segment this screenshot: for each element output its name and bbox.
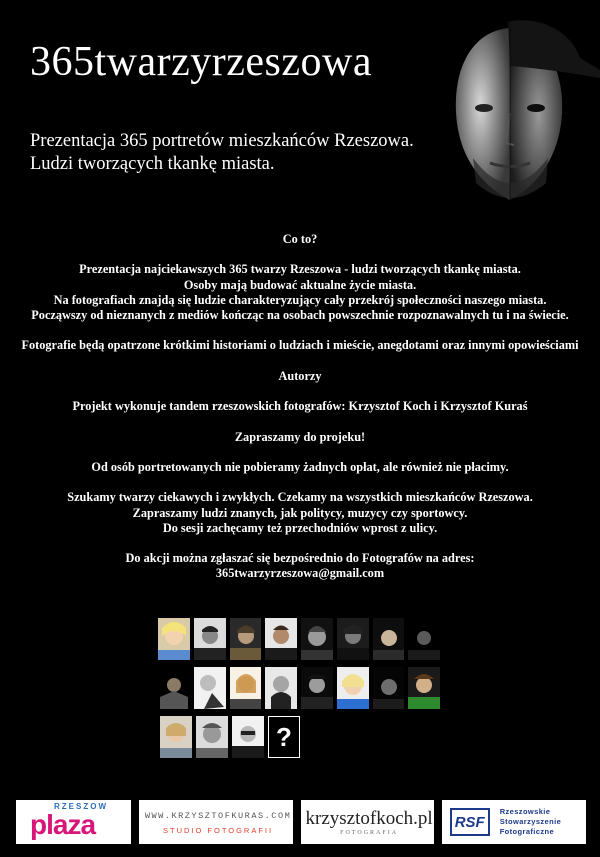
mystery-portrait-placeholder[interactable]: ? (268, 716, 300, 758)
portrait-thumbnail[interactable] (265, 667, 297, 709)
rsf-line: Stowarzyszenie (499, 817, 562, 826)
portrait-thumbnail[interactable] (408, 667, 440, 709)
intro-text (30, 130, 414, 176)
plaza-logo-word: plaza (30, 809, 96, 840)
portrait-thumbnail[interactable] (160, 716, 192, 758)
koch-subtitle: FOTOGRAFIA (340, 830, 399, 836)
rsf-line: Rzeszowskie (499, 807, 551, 816)
gallery-row (158, 667, 440, 709)
portrait-thumbnail[interactable] (194, 667, 226, 709)
what-line: Osoby mają budować aktualne życie miasta. (183, 277, 417, 292)
portrait-thumbnail[interactable] (194, 618, 226, 660)
description (0, 232, 600, 597)
kuras-subtitle: STUDIO FOTOGRAFII (162, 826, 274, 835)
portrait-thumbnail[interactable] (337, 667, 369, 709)
portrait-thumbnail[interactable] (230, 618, 262, 660)
koch-name: krzysztofkoch.pl (305, 808, 433, 829)
rsf-name (500, 807, 561, 837)
portrait-thumbnail[interactable] (158, 618, 190, 660)
what-line: Na fotografiach znajdą się ludzie charakteryzujący cały przekrój społeczności naszego miasta. (53, 292, 547, 307)
intro-line-1: Prezentacja 365 portretów mieszkańców Rzeszowa. (30, 131, 414, 151)
portrait-thumbnail[interactable] (230, 667, 262, 709)
koch-logo[interactable] (301, 800, 434, 844)
gallery-row (158, 618, 440, 660)
what-heading: Co to? (282, 232, 318, 246)
seek-line: Do sesji zachęcamy też przechodniów wprost z ulicy. (162, 520, 438, 535)
rsf-mark: RSF (450, 808, 490, 836)
portrait-thumbnail[interactable] (408, 618, 440, 660)
rsf-logo[interactable] (442, 800, 586, 844)
stories-text: Fotografie będą opatrzone krótkimi historiami o ludziach i mieście, anegdotami oraz innymi opowieściami (21, 338, 579, 353)
kuras-url: WWW.KRZYSZTOFKURAS.COM (144, 811, 292, 821)
rsf-line: Fotograficzne (499, 827, 555, 836)
what-line: Począwszy od nieznanych z mediów kończąc na osobach powszechnie rozpoznawalnych tu i na świecie. (31, 308, 569, 322)
portrait-thumbnail[interactable] (337, 618, 369, 660)
portrait-gallery (158, 618, 440, 765)
what-line: Prezentacja najciekawszych 365 twarzy Rzeszowa - ludzi tworzących tkankę miasta. (79, 262, 521, 277)
portrait-thumbnail[interactable] (158, 667, 190, 709)
gallery-row (158, 716, 440, 758)
portrait-thumbnail[interactable] (265, 618, 297, 660)
portrait-thumbnail[interactable] (301, 618, 333, 660)
invite-text: Zapraszamy do projeku! (234, 429, 366, 444)
contact-line: Do akcji można zgłaszać się bezpośrednio do Fotografów na adres: (125, 551, 475, 566)
hero-portrait (418, 18, 600, 213)
contact-email[interactable]: 365twarzyrzeszowa@gmail.com (215, 566, 385, 581)
portrait-thumbnail[interactable] (232, 716, 264, 758)
portrait-thumbnail[interactable] (196, 716, 228, 758)
intro-line-2: Ludzi tworzących tkankę miasta. (30, 154, 275, 174)
fees-text: Od osób portretowanych nie pobieramy żadnych opłat, ale również nie płacimy. (91, 459, 509, 474)
portrait-thumbnail[interactable] (373, 618, 405, 660)
sponsor-logos (16, 800, 586, 844)
seek-line: Zapraszamy ludzi znanych, jak politycy, muzycy czy sportowcy. (132, 505, 468, 520)
seek-line: Szukamy twarzy ciekawych i zwykłych. Czekamy na wszystkich mieszkańców Rzeszowa. (67, 490, 533, 505)
plaza-logo[interactable] (16, 800, 131, 844)
plaza-logo-top: RZESZOW (54, 802, 108, 811)
portrait-thumbnail[interactable] (301, 667, 333, 709)
kuras-studio-logo[interactable] (139, 800, 293, 844)
authors-text: Projekt wykonuje tandem rzeszowskich fotografów: Krzysztof Koch i Krzysztof Kuraś (72, 399, 528, 414)
portrait-thumbnail[interactable] (373, 667, 405, 709)
page-title: 365twarzyrzeszowa (30, 39, 372, 85)
authors-heading: Autorzy (278, 368, 322, 383)
